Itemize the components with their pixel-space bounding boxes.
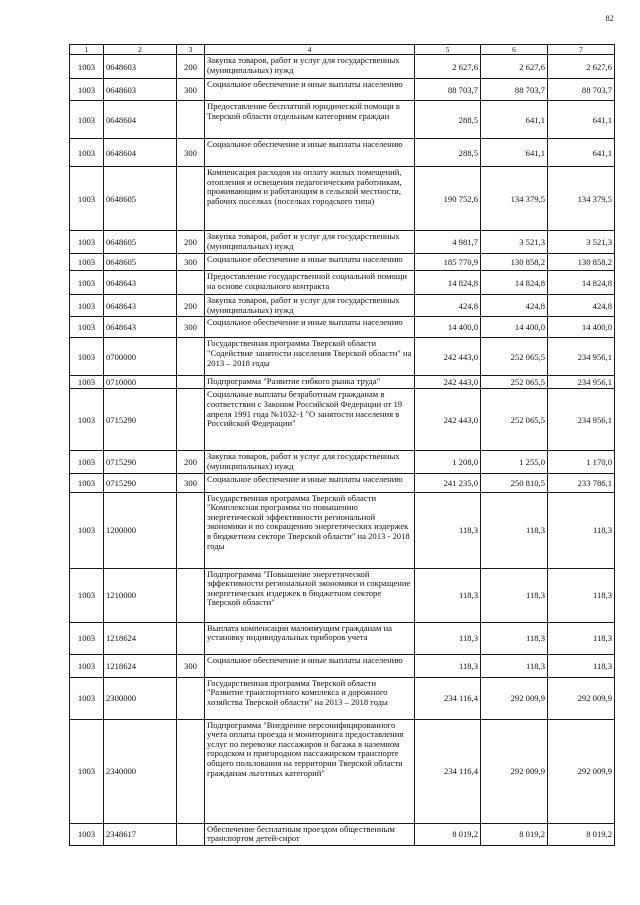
table-row (70, 271, 615, 295)
amount-2015-cell: 118,3 (481, 622, 548, 654)
expense-type-cell: 200 (177, 55, 205, 79)
section-code-cell: 1003 (70, 338, 104, 376)
amount-2016-cell: 641,1 (548, 139, 615, 167)
amount-2014-cell: 4 981,7 (415, 231, 481, 254)
expense-type-cell (177, 376, 205, 389)
amount-2015-cell: 424,8 (481, 295, 548, 317)
description-cell: Подпрограмма "Развитие гибкого рынка труда" (205, 376, 415, 389)
amount-2015-cell: 641,1 (481, 139, 548, 167)
description-cell: Социальное обеспечение и иные выплаты населению (205, 654, 415, 677)
section-code-cell: 1003 (70, 719, 104, 823)
column-header: 7 (548, 45, 615, 55)
description-cell: Закупка товаров, работ и услуг для государственных (муниципальных) нужд (205, 295, 415, 317)
target-article-cell: 1200000 (104, 492, 177, 568)
expense-type-cell: 200 (177, 231, 205, 254)
expense-type-cell: 300 (177, 254, 205, 271)
description-cell: Государственная программа Тверской области "Развитие транспортного комплекса и дорожного хозяйства Тверской области" на 2013 – 2018 годы (205, 677, 415, 719)
amount-2016-cell: 1 170,0 (548, 451, 615, 473)
amount-2016-cell: 118,3 (548, 568, 615, 622)
amount-2015-cell: 252 065,5 (481, 376, 548, 389)
amount-2014-cell: 185 770,9 (415, 254, 481, 271)
amount-2015-cell: 3 521,3 (481, 231, 548, 254)
expense-type-cell: 300 (177, 317, 205, 338)
amount-2015-cell: 8 019,2 (481, 823, 548, 845)
amount-2014-cell: 234 116,4 (415, 719, 481, 823)
budget-table (69, 44, 615, 846)
amount-2015-cell: 2 627,6 (481, 55, 548, 79)
description-cell: Закупка товаров, работ и услуг для государственных (муниципальных) нужд (205, 55, 415, 79)
table-row (70, 101, 615, 139)
amount-2015-cell: 1 255,0 (481, 451, 548, 473)
amount-2014-cell: 14 824,8 (415, 271, 481, 295)
description-cell: Компенсация расходов на оплату жилых помещений, отопления и освещения педагогическим работникам, проживающим и работающим в сельской местности, рабочих поселках (поселках городского типа) (205, 167, 415, 231)
amount-2014-cell: 242 443,0 (415, 389, 481, 451)
amount-2014-cell: 2 627,6 (415, 55, 481, 79)
amount-2015-cell: 292 009,9 (481, 677, 548, 719)
description-cell: Социальное обеспечение и иные выплаты населению (205, 473, 415, 492)
amount-2014-cell: 1 208,0 (415, 451, 481, 473)
amount-2016-cell: 292 009,9 (548, 719, 615, 823)
amount-2014-cell: 118,3 (415, 492, 481, 568)
expense-type-cell (177, 338, 205, 376)
section-code-cell: 1003 (70, 79, 104, 101)
table-row (70, 654, 615, 677)
section-code-cell: 1003 (70, 295, 104, 317)
section-code-cell: 1003 (70, 389, 104, 451)
amount-2014-cell: 14 400,0 (415, 317, 481, 338)
expense-type-cell (177, 622, 205, 654)
amount-2016-cell: 14 400,0 (548, 317, 615, 338)
amount-2014-cell: 242 443,0 (415, 376, 481, 389)
amount-2016-cell: 424,8 (548, 295, 615, 317)
description-cell: Социальные выплаты безработным гражданам в соответствии с Законом Российской Федерации от 19 апреля 1991 года №1032-1 "О занятости населения в Российской Федерации" (205, 389, 415, 451)
amount-2016-cell: 118,3 (548, 622, 615, 654)
expense-type-cell (177, 492, 205, 568)
section-code-cell: 1003 (70, 254, 104, 271)
amount-2014-cell: 118,3 (415, 568, 481, 622)
target-article-cell: 0700000 (104, 338, 177, 376)
amount-2016-cell: 292 009,9 (548, 677, 615, 719)
target-article-cell: 0648604 (104, 101, 177, 139)
column-header: 5 (415, 45, 481, 55)
table-row (70, 389, 615, 451)
table-row (70, 231, 615, 254)
amount-2015-cell: 14 400,0 (481, 317, 548, 338)
expense-type-cell: 300 (177, 139, 205, 167)
amount-2014-cell: 234 116,4 (415, 677, 481, 719)
description-cell: Подпрограмма "Повышение энергетической эффективности региональной экономики и сокращение энергетических издержек в бюджетном секторе Тверской области" (205, 568, 415, 622)
amount-2015-cell: 88 703,7 (481, 79, 548, 101)
target-article-cell: 0648643 (104, 295, 177, 317)
page-number: 82 (605, 14, 614, 23)
amount-2014-cell: 190 752,6 (415, 167, 481, 231)
amount-2016-cell: 234 956,1 (548, 376, 615, 389)
table-row (70, 338, 615, 376)
section-code-cell: 1003 (70, 568, 104, 622)
amount-2016-cell: 641,1 (548, 101, 615, 139)
amount-2015-cell: 118,3 (481, 568, 548, 622)
amount-2014-cell: 241 235,0 (415, 473, 481, 492)
amount-2015-cell: 252 065,5 (481, 338, 548, 376)
target-article-cell: 0648603 (104, 55, 177, 79)
section-code-cell: 1003 (70, 317, 104, 338)
table-row (70, 167, 615, 231)
amount-2015-cell: 134 379,5 (481, 167, 548, 231)
target-article-cell: 0648605 (104, 167, 177, 231)
amount-2016-cell: 134 379,5 (548, 167, 615, 231)
expense-type-cell (177, 568, 205, 622)
amount-2015-cell: 130 858,2 (481, 254, 548, 271)
section-code-cell: 1003 (70, 231, 104, 254)
section-code-cell: 1003 (70, 823, 104, 845)
expense-type-cell (177, 271, 205, 295)
amount-2016-cell: 233 786,1 (548, 473, 615, 492)
table-row (70, 451, 615, 473)
description-cell: Закупка товаров, работ и услуг для государственных (муниципальных) нужд (205, 231, 415, 254)
table-row (70, 677, 615, 719)
amount-2015-cell: 252 065,5 (481, 389, 548, 451)
amount-2015-cell: 118,3 (481, 492, 548, 568)
table-row (70, 622, 615, 654)
section-code-cell: 1003 (70, 271, 104, 295)
amount-2016-cell: 234 956,1 (548, 338, 615, 376)
amount-2016-cell: 2 627,6 (548, 55, 615, 79)
expense-type-cell: 300 (177, 79, 205, 101)
table-row (70, 568, 615, 622)
table-row (70, 317, 615, 338)
table-row (70, 295, 615, 317)
amount-2016-cell: 88 703,7 (548, 79, 615, 101)
description-cell: Социальное обеспечение и иные выплаты населению (205, 139, 415, 167)
description-cell: Выплата компенсации малоимущим гражданам на установку индивидуальных приборов учета (205, 622, 415, 654)
expense-type-cell (177, 101, 205, 139)
expense-type-cell (177, 677, 205, 719)
target-article-cell: 1218624 (104, 622, 177, 654)
amount-2016-cell: 3 521,3 (548, 231, 615, 254)
column-header: 3 (177, 45, 205, 55)
target-article-cell: 0648605 (104, 254, 177, 271)
amount-2016-cell: 14 824,8 (548, 271, 615, 295)
expense-type-cell: 300 (177, 654, 205, 677)
expense-type-cell (177, 167, 205, 231)
table-row (70, 79, 615, 101)
amount-2015-cell: 641,1 (481, 101, 548, 139)
amount-2015-cell: 292 009,9 (481, 719, 548, 823)
amount-2014-cell: 88 703,7 (415, 79, 481, 101)
amount-2014-cell: 118,3 (415, 622, 481, 654)
section-code-cell: 1003 (70, 167, 104, 231)
amount-2014-cell: 118,3 (415, 654, 481, 677)
section-code-cell: 1003 (70, 654, 104, 677)
section-code-cell: 1003 (70, 101, 104, 139)
amount-2015-cell: 250 810,5 (481, 473, 548, 492)
description-cell: Государственная программа Тверской области "Содействие занятости населения Тверской области" на 2013 – 2018 годы (205, 338, 415, 376)
target-article-cell: 1210000 (104, 568, 177, 622)
description-cell: Предоставление бесплатной юридической помощи в Тверской области отдельным категориям граждан (205, 101, 415, 139)
table-row (70, 55, 615, 79)
table-row (70, 376, 615, 389)
expense-type-cell: 200 (177, 451, 205, 473)
target-article-cell: 0715290 (104, 389, 177, 451)
expense-type-cell: 200 (177, 295, 205, 317)
expense-type-cell (177, 719, 205, 823)
section-code-cell: 1003 (70, 139, 104, 167)
section-code-cell: 1003 (70, 492, 104, 568)
target-article-cell: 0648604 (104, 139, 177, 167)
target-article-cell: 0648603 (104, 79, 177, 101)
column-header: 4 (205, 45, 415, 55)
target-article-cell: 0715290 (104, 473, 177, 492)
section-code-cell: 1003 (70, 677, 104, 719)
target-article-cell: 2340000 (104, 719, 177, 823)
section-code-cell: 1003 (70, 451, 104, 473)
target-article-cell: 2348617 (104, 823, 177, 845)
section-code-cell: 1003 (70, 622, 104, 654)
table-row (70, 254, 615, 271)
description-cell: Обеспечение бесплатным проездом общественным транспортом детей-сирот (205, 823, 415, 845)
expense-type-cell (177, 823, 205, 845)
amount-2016-cell: 234 956,1 (548, 389, 615, 451)
description-cell: Социальное обеспечение и иные выплаты населению (205, 79, 415, 101)
section-code-cell: 1003 (70, 376, 104, 389)
expense-type-cell: 300 (177, 473, 205, 492)
table-row (70, 823, 615, 845)
description-cell: Социальное обеспечение и иные выплаты населению (205, 317, 415, 338)
target-article-cell: 2300000 (104, 677, 177, 719)
description-cell: Социальное обеспечение и иные выплаты населению (205, 254, 415, 271)
section-code-cell: 1003 (70, 473, 104, 492)
table-row (70, 139, 615, 167)
amount-2016-cell: 118,3 (548, 492, 615, 568)
target-article-cell: 1218624 (104, 654, 177, 677)
target-article-cell: 0715290 (104, 451, 177, 473)
target-article-cell: 0710000 (104, 376, 177, 389)
description-cell: Предоставление государственной социальной помощи на основе социального контракта (205, 271, 415, 295)
amount-2014-cell: 8 019,2 (415, 823, 481, 845)
table-row (70, 473, 615, 492)
column-header: 1 (70, 45, 104, 55)
amount-2015-cell: 118,3 (481, 654, 548, 677)
section-code-cell: 1003 (70, 55, 104, 79)
amount-2014-cell: 242 443,0 (415, 338, 481, 376)
target-article-cell: 0648643 (104, 317, 177, 338)
amount-2016-cell: 8 019,2 (548, 823, 615, 845)
table-row (70, 719, 615, 823)
description-cell: Государственная программа Тверской области "Комплексная программа по повышению энергетической эффективности региональной экономики и по сокращению энергетических издержек в бюджетном секторе Тверской области" на 2013 - 2018 годы (205, 492, 415, 568)
header-row (70, 45, 615, 55)
description-cell: Подпрограмма "Внедрение персонифицированного учета оплаты проезда и мониторинга предоставления услуг по перевозке пассажиров и багажа в наземном городском и пригородном пассажирском транспорте общего пользования на территории Тверской области гражданам льготных категорий" (205, 719, 415, 823)
expense-type-cell (177, 389, 205, 451)
amount-2016-cell: 130 858,2 (548, 254, 615, 271)
amount-2015-cell: 14 824,8 (481, 271, 548, 295)
amount-2014-cell: 288,5 (415, 101, 481, 139)
amount-2014-cell: 288,5 (415, 139, 481, 167)
column-header: 2 (104, 45, 177, 55)
amount-2014-cell: 424,8 (415, 295, 481, 317)
target-article-cell: 0648643 (104, 271, 177, 295)
description-cell: Закупка товаров, работ и услуг для государственных (муниципальных) нужд (205, 451, 415, 473)
amount-2016-cell: 118,3 (548, 654, 615, 677)
target-article-cell: 0648605 (104, 231, 177, 254)
table-row (70, 492, 615, 568)
column-header: 6 (481, 45, 548, 55)
